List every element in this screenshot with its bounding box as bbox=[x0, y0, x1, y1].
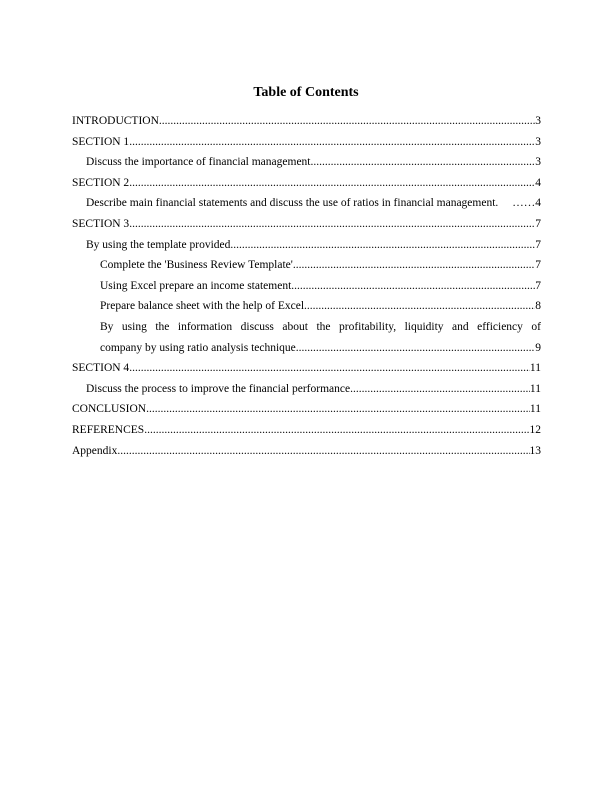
toc-entry-page: 13 bbox=[529, 444, 541, 457]
toc-entry-section-1[interactable] bbox=[72, 132, 541, 153]
toc-entry-label: SECTION 1 bbox=[72, 135, 130, 148]
toc-entry-label: SECTION 3 bbox=[72, 217, 130, 230]
toc-entry-ratio-analysis[interactable] bbox=[72, 317, 541, 358]
toc-entry-references[interactable] bbox=[72, 420, 541, 441]
toc-entry-label-continued: company by using ratio analysis technique bbox=[100, 341, 296, 354]
toc-leader-dots bbox=[350, 379, 530, 400]
toc-entry-page: 11 bbox=[529, 362, 541, 375]
toc-entry-page: 3 bbox=[535, 115, 541, 127]
toc-leader-dots bbox=[144, 420, 529, 441]
toc-leader-dots bbox=[296, 338, 535, 359]
toc-entry-label: By using the template provided bbox=[86, 238, 231, 251]
toc-entry-business-review[interactable] bbox=[72, 255, 541, 276]
toc-leader-dots bbox=[129, 173, 535, 194]
toc-entry-section-4[interactable] bbox=[72, 358, 541, 379]
toc-entry-income-statement[interactable] bbox=[72, 276, 541, 297]
toc-leader-dots bbox=[129, 132, 535, 153]
toc-leader-dots bbox=[304, 296, 535, 317]
toc-leader-dots bbox=[129, 214, 535, 235]
toc-leader-dots bbox=[311, 152, 536, 173]
toc-leader-dots bbox=[117, 441, 529, 462]
toc-entry-page: 4 bbox=[535, 197, 541, 210]
toc-entry-financial-statements[interactable] bbox=[72, 193, 541, 214]
toc-entry-page: 3 bbox=[535, 156, 541, 169]
toc-entry-balance-sheet[interactable] bbox=[72, 296, 541, 317]
toc-entry-page: 7 bbox=[535, 259, 541, 272]
toc-entry-financial-management[interactable] bbox=[72, 152, 541, 173]
toc-leader-dots bbox=[293, 255, 535, 276]
toc-entry-template[interactable] bbox=[72, 235, 541, 256]
toc-leader-dots bbox=[291, 276, 535, 297]
toc-entry-label: Appendix bbox=[72, 444, 118, 457]
toc-entry-page: 11 bbox=[529, 382, 541, 395]
toc-entry-improve-performance[interactable] bbox=[72, 379, 541, 400]
toc-entry-page: 7 bbox=[535, 279, 541, 292]
toc-entry-introduction[interactable] bbox=[72, 111, 541, 132]
toc-entry-label: Using Excel prepare an income statement bbox=[100, 279, 292, 292]
toc-entry-label: INTRODUCTION bbox=[72, 115, 159, 127]
toc-entry-label: By using the information discuss about the profitability, liquidity and efficiency of bbox=[100, 320, 541, 333]
toc-entry-page: 9 bbox=[535, 341, 541, 354]
toc-entry-label: Prepare balance sheet with the help of Excel bbox=[100, 300, 305, 313]
toc-entry-label: Discuss the process to improve the financial performance bbox=[86, 382, 351, 395]
toc-entry-page: 8 bbox=[535, 300, 541, 313]
toc-entry-label: SECTION 2 bbox=[72, 176, 130, 189]
toc-leader-dots bbox=[129, 358, 530, 379]
toc-leader-dots bbox=[146, 399, 530, 420]
toc-entry-page: 12 bbox=[529, 423, 541, 436]
toc-entry-conclusion[interactable] bbox=[72, 399, 541, 420]
toc-leader-dots bbox=[230, 235, 535, 256]
toc-entry-label: Describe main financial statements and discuss the use of ratios in financial management. bbox=[86, 197, 499, 210]
toc-entry-section-3[interactable] bbox=[72, 214, 541, 235]
toc-leader-dots bbox=[512, 193, 535, 214]
toc-entry-page: 11 bbox=[529, 403, 541, 416]
toc-entry-page: 7 bbox=[535, 217, 541, 230]
toc-title: Table of Contents bbox=[253, 85, 359, 100]
toc-leader-dots bbox=[159, 111, 535, 132]
toc-entry-appendix[interactable] bbox=[72, 441, 541, 462]
toc-entry-label: Complete the 'Business Review Template' bbox=[100, 259, 293, 272]
toc-entry-page: 4 bbox=[535, 176, 541, 189]
toc-entry-section-2[interactable] bbox=[72, 173, 541, 194]
toc-entry-label: CONCLUSION bbox=[72, 403, 147, 416]
toc-entry-page: 3 bbox=[535, 135, 541, 148]
table-of-contents bbox=[72, 111, 541, 461]
toc-entry-label: Discuss the importance of financial management bbox=[86, 156, 311, 169]
toc-entry-label: REFERENCES bbox=[72, 423, 145, 436]
toc-entry-page: 7 bbox=[535, 238, 541, 251]
toc-entry-label: SECTION 4 bbox=[72, 362, 130, 375]
